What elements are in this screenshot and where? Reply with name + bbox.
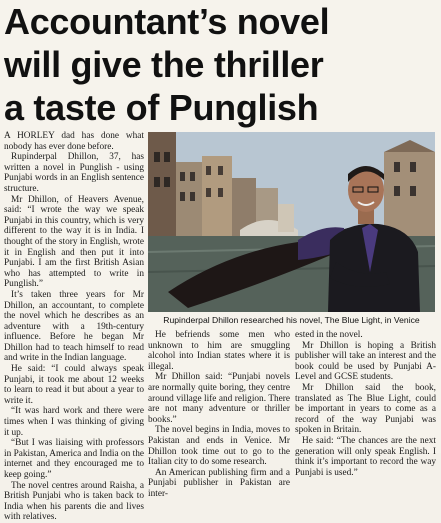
article-paragraph: The novel centres around Raisha, a British Punjabi who is taken back to India when his parents die and lives with relatives. <box>4 480 144 523</box>
article-paragraph: He said: “I could always speak Punjabi, it took me about 12 weeks to learn to read it but about a year to write it. <box>4 364 144 406</box>
headline-line-2: will give the thriller <box>4 44 324 85</box>
article-paragraph: Mr Dhillon said the book, translated as The Blue Light, could be important in years to come as a record of the way Punjabi was spoken in Britain. <box>295 382 436 436</box>
article-paragraph: “But I was liaising with professors in Pakistan, America and India on the internet and they encouraged me to keep going.” <box>4 438 144 480</box>
article-paragraph: ested in the novel. <box>295 330 363 340</box>
article-paragraph: The novel begins in India, moves to Pakistan and ends in Venice. Mr Dhillon took time out to go to the Italian city to do some research. <box>148 425 290 468</box>
article-paragraph: “It was hard work and there were times when I was thinking of giving it up. <box>4 406 144 438</box>
photo-caption: Rupinderpal Dhillon researched his novel, The Blue Light, in Venice <box>163 315 420 325</box>
article-paragraph: Rupinderpal Dhillon, 37, has written a novel in Punglish - using Punjabi words in an English sentence structure. <box>4 152 144 194</box>
article-paragraph: An American publishing firm and a Punjabi publisher in Pakistan are inter- <box>148 467 290 499</box>
article-paragraph: A HORLEY dad has done what nobody has ever done before. <box>4 131 144 152</box>
article-paragraph: Mr Dhillon is hoping a British publisher will take an interest and the book could be used by Punjabi A-Level and GCSE students. <box>295 340 436 383</box>
photo-illustration <box>148 132 435 312</box>
article-paragraph: Mr Dhillon, of Heavers Avenue, said: “I wrote the way we speak Punjabi in this country, which is very different to the way it is in India. I thought of the story in English, wrote it in English and then put it into Punjabi. I am the first British Asian who has attempted to write in Punglish.” <box>4 194 144 290</box>
article-paragraph: It’s taken three years for Mr Dhillon, an accountant, to complete the novel which he describes as an adventure with a 19th-century influence. Before he began Mr Dhillon had to teach himself to read and write in the Indian language. <box>4 289 144 364</box>
article-paragraph: He said: “The chances are the next generation will only speak English. I think it’s important to record the way Punjabi is used.” <box>295 435 436 478</box>
article-column-left <box>4 131 144 523</box>
venice-gondola-photo <box>148 132 435 312</box>
headline <box>4 0 438 129</box>
article-paragraph: Mr Dhillon said: “Punjabi novels are normally quite boring, they centre around village life and religion. There are not many adventure or thriller books.” <box>148 372 290 425</box>
headline-line-3: a taste of Punglish <box>4 87 319 128</box>
article-column-right <box>295 330 436 478</box>
headline-line-1: Accountant’s novel <box>4 1 330 42</box>
article-column-middle <box>148 330 290 500</box>
article-paragraph: He befriends some men who unknown to him are smuggling alcohol into Indian states where it is illegal. <box>148 330 290 372</box>
